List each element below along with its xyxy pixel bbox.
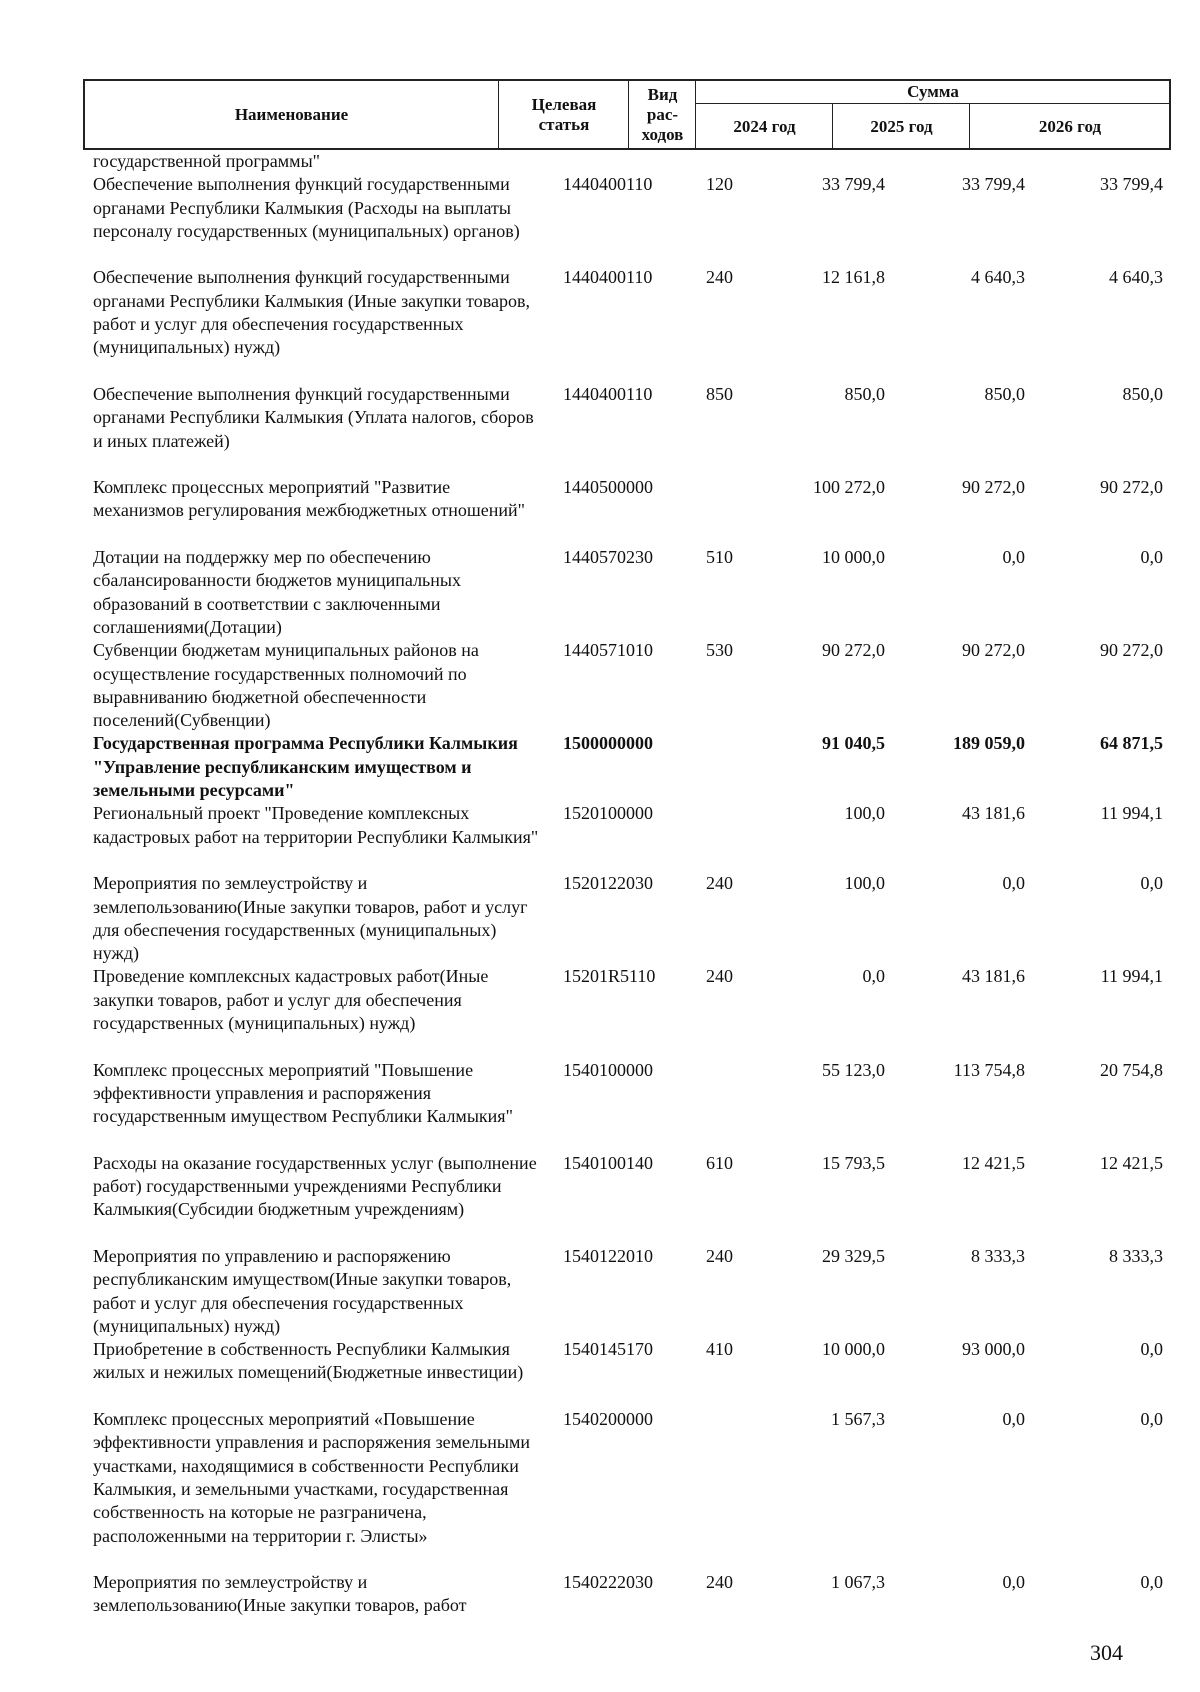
header-name: Наименование xyxy=(234,104,349,124)
cell-v2025: 850,0 xyxy=(984,383,1025,404)
cell-name: Обеспечение выполнения функций государственными органами Республики Калмыкия (Расходы на выплаты персоналу государственных (муниципальных) органов) xyxy=(93,174,520,241)
cell-code: 1540100000 xyxy=(563,1059,653,1080)
cell-code: 1540100140 xyxy=(563,1152,653,1173)
cell-v2024: 15 793,5 xyxy=(822,1152,885,1173)
cell-v2025: 0,0 xyxy=(1002,547,1025,568)
cell-name: Обеспечение выполнения функций государственными органами Республики Калмыкия (Иные закупки товаров, работ и услуг для обеспечения государственных (муниципальных) нужд) xyxy=(93,267,531,358)
cell-v2025: 43 181,6 xyxy=(962,966,1025,987)
cell-name: Мероприятия по землеустройству и землепользованию(Иные закупки товаров, работ и услуг для обеспечения государственных (муниципальных) нужд) xyxy=(93,873,528,964)
cell-name: Государственная программа Республики Калмыкия "Управление республиканским имуществом и земельными ресурсами" xyxy=(93,733,518,801)
cell-v2024: 10 000,0 xyxy=(822,1339,885,1360)
cell-v2026: 33 799,4 xyxy=(1100,174,1163,195)
cell-v2025: 113 754,8 xyxy=(953,1059,1025,1080)
cell-v2025: 4 640,3 xyxy=(971,267,1025,288)
cell-name: Дотации на поддержку мер по обеспечению сбалансированности бюджетов муниципальных образований в соответствии с заключенными соглашениями(Дотации) xyxy=(93,547,461,637)
cell-kind: 410 xyxy=(706,1339,733,1360)
cell-kind: 850 xyxy=(706,383,733,404)
cell-name: Обеспечение выполнения функций государственными органами Республики Калмыкия (Уплата налогов, сборов и иных платежей) xyxy=(93,383,534,451)
cell-v2026: 8 333,3 xyxy=(1109,1245,1163,1266)
cell-name: Проведение комплексных кадастровых работ(Иные закупки товаров, работ и услуг для обеспечения государственных (муниципальных) нужд) xyxy=(93,966,489,1033)
cell-kind: 240 xyxy=(706,267,733,288)
table-row xyxy=(0,266,1200,383)
cell-v2024: 1 067,3 xyxy=(831,1572,885,1593)
cell-v2025: 93 000,0 xyxy=(962,1339,1025,1360)
table-row xyxy=(0,732,1200,802)
table-row xyxy=(0,1245,1200,1338)
cell-code: 1440570230 xyxy=(563,547,653,568)
cell-kind: 240 xyxy=(706,966,733,987)
header-2024: 2024 год xyxy=(733,116,796,136)
cell-v2024: 1 567,3 xyxy=(831,1409,885,1430)
table-row xyxy=(0,1059,1200,1152)
cell-v2026: 64 871,5 xyxy=(1100,733,1163,754)
table-row xyxy=(0,1408,1200,1571)
cell-v2025: 0,0 xyxy=(1002,873,1025,894)
cell-kind: 610 xyxy=(706,1152,733,1173)
cell-v2025: 90 272,0 xyxy=(962,640,1025,661)
cell-code: 1500000000 xyxy=(563,733,653,754)
cell-name: Комплекс процессных мероприятий "Повышение эффективности управления и распоряжения государственным имуществом Республики Калмыкия" xyxy=(93,1059,513,1127)
cell-name: Субвенции бюджетам муниципальных районов на осуществление государственных полномочий по выравниванию бюджетной обеспеченности поселений(Субвенции) xyxy=(93,640,479,731)
table-row xyxy=(0,476,1200,546)
header-2025: 2025 год xyxy=(870,116,933,136)
cell-name: Расходы на оказание государственных услуг (выполнение работ) государственными учреждениями Республики Калмыкия(Субсидии бюджетным учреждениям) xyxy=(93,1152,537,1220)
cell-code: 1440571010 xyxy=(563,640,653,661)
cell-v2026: 0,0 xyxy=(1140,547,1163,568)
cell-code: 1540122010 xyxy=(563,1245,653,1266)
cell-name: государственной программы" xyxy=(93,151,321,171)
cell-v2026: 20 754,8 xyxy=(1100,1059,1163,1080)
cell-code: 1540200000 xyxy=(563,1409,653,1430)
table-row xyxy=(0,872,1200,965)
table-header xyxy=(83,79,1171,150)
header-2026: 2026 год xyxy=(1038,116,1102,136)
cell-kind: 240 xyxy=(706,1245,733,1266)
cell-code: 1440400110 xyxy=(563,174,653,195)
table-row xyxy=(0,1152,1200,1245)
header-target: Целевая статья xyxy=(531,94,597,134)
table-row xyxy=(0,639,1200,732)
cell-v2024: 100 272,0 xyxy=(813,477,885,498)
cell-code: 1440400110 xyxy=(563,267,653,288)
cell-code: 1540145170 xyxy=(563,1339,653,1360)
cell-code: 1540222030 xyxy=(563,1572,653,1593)
table-row xyxy=(0,1338,1200,1408)
table-row xyxy=(0,546,1200,639)
cell-kind: 510 xyxy=(706,547,733,568)
table-row xyxy=(0,965,1200,1058)
table-row xyxy=(0,383,1200,476)
cell-v2026: 90 272,0 xyxy=(1100,477,1163,498)
cell-name: Приобретение в собственность Республики Калмыкия жилых и нежилых помещений(Бюджетные инвестиции) xyxy=(93,1339,524,1383)
cell-v2025: 90 272,0 xyxy=(962,477,1025,498)
cell-kind: 240 xyxy=(706,873,733,894)
table-row xyxy=(0,173,1200,266)
cell-v2024: 55 123,0 xyxy=(822,1059,885,1080)
cell-v2026: 850,0 xyxy=(1122,383,1163,404)
cell-name: Региональный проект "Проведение комплексных кадастровых работ на территории Республики Калмыкия" xyxy=(93,803,539,847)
cell-v2024: 0,0 xyxy=(862,966,885,987)
cell-kind: 120 xyxy=(706,174,733,195)
cell-v2026: 11 994,1 xyxy=(1100,966,1163,987)
cell-v2025: 12 421,5 xyxy=(962,1152,1025,1173)
cell-v2024: 29 329,5 xyxy=(822,1245,885,1266)
table-row xyxy=(0,802,1200,872)
cell-v2024: 90 272,0 xyxy=(822,640,885,661)
cell-v2024: 10 000,0 xyxy=(822,547,885,568)
cell-v2026: 12 421,5 xyxy=(1100,1152,1163,1173)
cell-name: Мероприятия по управлению и распоряжению республиканским имуществом(Иные закупки товаров, работ и услуг для обеспечения государственных (муниципальных) нужд) xyxy=(93,1245,512,1336)
cell-v2026: 11 994,1 xyxy=(1100,803,1163,824)
cell-v2024: 100,0 xyxy=(844,803,885,824)
cell-v2026: 4 640,3 xyxy=(1109,267,1163,288)
page-number: 304 xyxy=(1090,1640,1123,1665)
cell-code: 1440500000 xyxy=(563,477,653,498)
header-kind: Вид рас-ходов xyxy=(641,84,684,144)
cell-v2025: 189 059,0 xyxy=(953,733,1025,754)
cell-v2024: 33 799,4 xyxy=(822,174,885,195)
table-row xyxy=(0,1571,1200,1618)
cell-name: Мероприятия по землеустройству и землепользованию(Иные закупки товаров, работ xyxy=(93,1572,467,1616)
cell-v2025: 8 333,3 xyxy=(971,1245,1025,1266)
cell-v2024: 91 040,5 xyxy=(822,733,885,754)
cell-v2026: 0,0 xyxy=(1140,1339,1163,1360)
cell-v2024: 12 161,8 xyxy=(822,267,885,288)
cell-kind: 530 xyxy=(706,640,733,661)
cell-v2026: 0,0 xyxy=(1140,1572,1163,1593)
cell-v2026: 90 272,0 xyxy=(1100,640,1163,661)
cell-code: 1520122030 xyxy=(563,873,653,894)
cell-name: Комплекс процессных мероприятий "Развитие механизмов регулирования межбюджетных отношений" xyxy=(93,477,525,521)
cell-v2025: 0,0 xyxy=(1002,1572,1025,1593)
cell-kind: 240 xyxy=(706,1572,733,1593)
cell-v2025: 33 799,4 xyxy=(962,174,1025,195)
header-sum: Сумма xyxy=(907,82,959,101)
table-body xyxy=(0,150,1200,1618)
cell-code: 1520100000 xyxy=(563,803,653,824)
cell-v2026: 0,0 xyxy=(1140,1409,1163,1430)
cell-v2025: 43 181,6 xyxy=(962,803,1025,824)
cell-v2025: 0,0 xyxy=(1002,1409,1025,1430)
cell-name: Комплекс процессных мероприятий «Повышение эффективности управления и распоряжения земельными участками, находящимися в собственности Республики Калмыкия, и земельными участками, государственная собственность на которые не разграничена, расположенными на территории г. Элисты» xyxy=(93,1409,530,1546)
cell-v2026: 0,0 xyxy=(1140,873,1163,894)
cell-code: 1440400110 xyxy=(563,383,653,404)
cell-v2024: 850,0 xyxy=(844,383,885,404)
cell-code: 15201R5110 xyxy=(563,966,656,987)
cell-v2024: 100,0 xyxy=(844,873,885,894)
table-row xyxy=(0,150,1200,173)
